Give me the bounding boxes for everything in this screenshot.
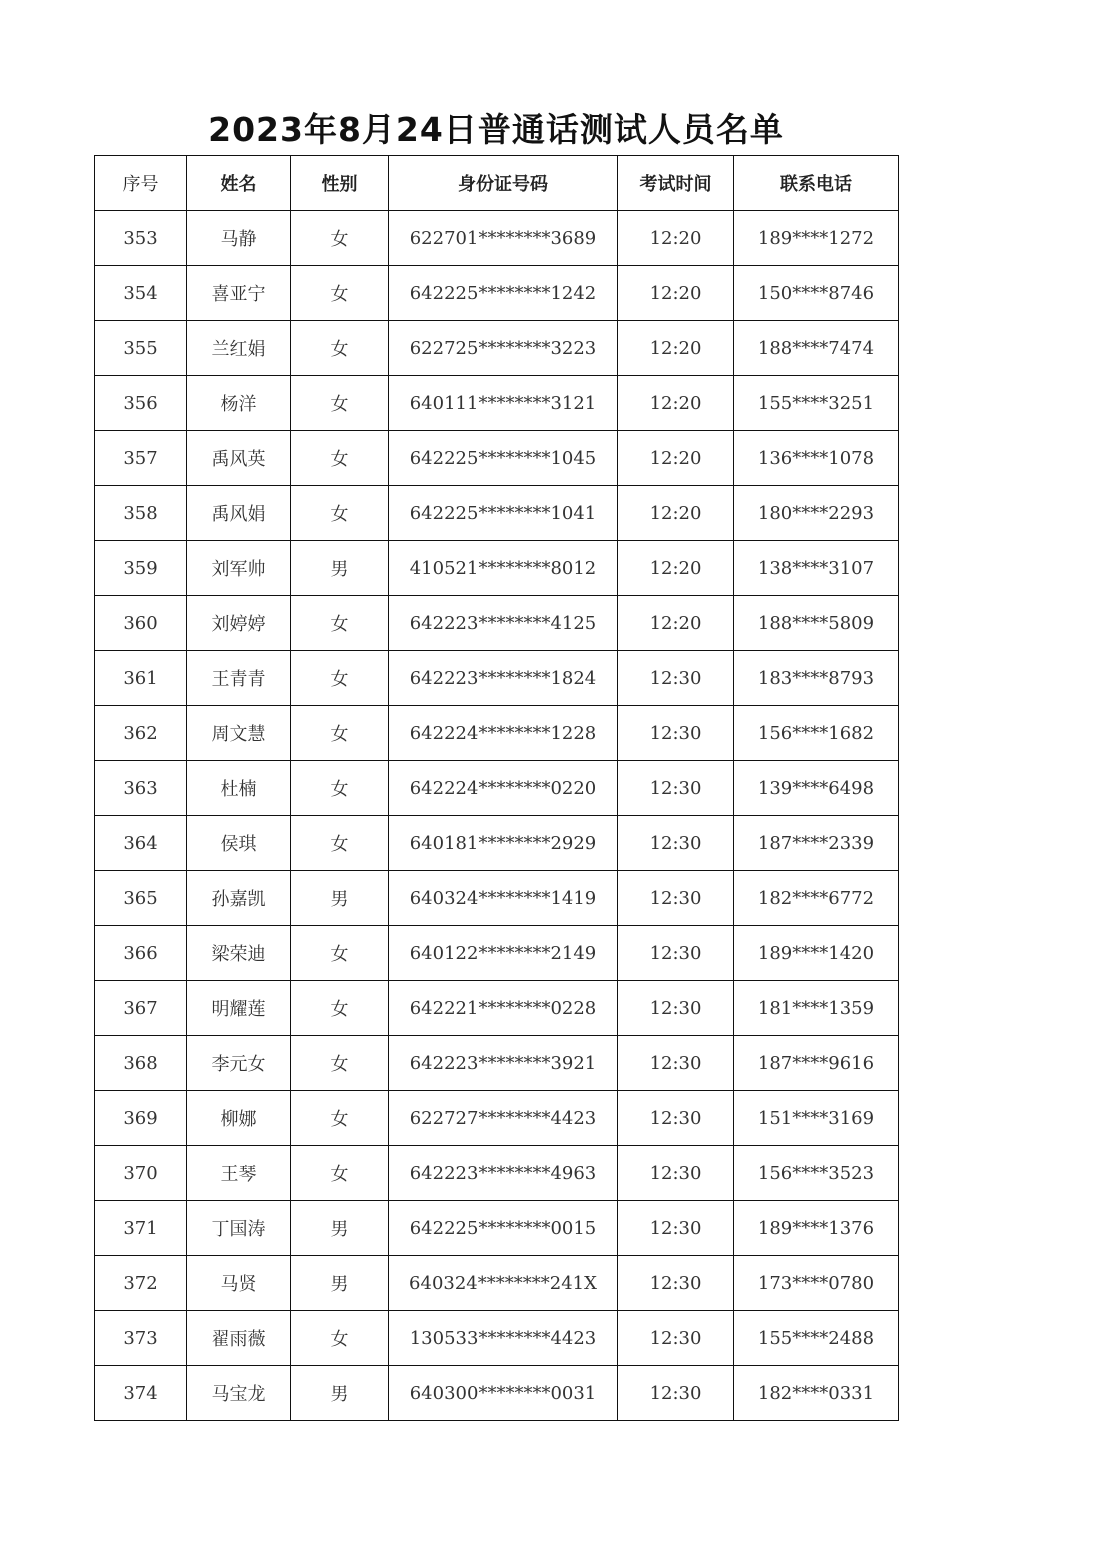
id-number-cell: 642223********3921 — [389, 1036, 618, 1091]
name-cell: 侯琪 — [187, 816, 291, 871]
name-cell: 王琴 — [187, 1146, 291, 1201]
gender-cell: 女 — [291, 596, 389, 651]
gender-cell: 女 — [291, 1036, 389, 1091]
exam-time-cell: 12:20 — [618, 541, 734, 596]
id-number-cell: 642225********1041 — [389, 486, 618, 541]
exam-time-cell: 12:30 — [618, 706, 734, 761]
seq-cell: 354 — [95, 266, 187, 321]
phone-cell: 188****5809 — [734, 596, 899, 651]
id-number-cell: 640300********0031 — [389, 1366, 618, 1421]
id-number-cell: 410521********8012 — [389, 541, 618, 596]
phone-cell: 136****1078 — [734, 431, 899, 486]
header-seq: 序号 — [95, 156, 187, 211]
table-row — [95, 431, 899, 486]
table-row — [95, 981, 899, 1036]
name-cell: 孙嘉凯 — [187, 871, 291, 926]
phone-cell: 181****1359 — [734, 981, 899, 1036]
name-cell: 李元女 — [187, 1036, 291, 1091]
gender-cell: 男 — [291, 1366, 389, 1421]
phone-cell: 139****6498 — [734, 761, 899, 816]
name-cell: 刘婷婷 — [187, 596, 291, 651]
phone-cell: 189****1376 — [734, 1201, 899, 1256]
id-number-cell: 622727********4423 — [389, 1091, 618, 1146]
phone-cell: 183****8793 — [734, 651, 899, 706]
table-row — [95, 1146, 899, 1201]
gender-cell: 女 — [291, 1311, 389, 1366]
exam-time-cell: 12:20 — [618, 431, 734, 486]
name-cell: 周文慧 — [187, 706, 291, 761]
table-row — [95, 1091, 899, 1146]
seq-cell: 372 — [95, 1256, 187, 1311]
table-row — [95, 1256, 899, 1311]
table-row — [95, 816, 899, 871]
exam-time-cell: 12:30 — [618, 1256, 734, 1311]
seq-cell: 367 — [95, 981, 187, 1036]
table-row — [95, 1311, 899, 1366]
phone-cell: 188****7474 — [734, 321, 899, 376]
seq-cell: 356 — [95, 376, 187, 431]
phone-cell: 156****3523 — [734, 1146, 899, 1201]
id-number-cell: 130533********4423 — [389, 1311, 618, 1366]
gender-cell: 女 — [291, 321, 389, 376]
seq-cell: 358 — [95, 486, 187, 541]
id-number-cell: 642223********4125 — [389, 596, 618, 651]
gender-cell: 女 — [291, 706, 389, 761]
gender-cell: 女 — [291, 211, 389, 266]
table-row — [95, 761, 899, 816]
table-row — [95, 486, 899, 541]
exam-time-cell: 12:30 — [618, 761, 734, 816]
table-row — [95, 1366, 899, 1421]
phone-cell: 189****1272 — [734, 211, 899, 266]
table-row — [95, 321, 899, 376]
gender-cell: 女 — [291, 376, 389, 431]
gender-cell: 男 — [291, 541, 389, 596]
exam-time-cell: 12:30 — [618, 1311, 734, 1366]
name-cell: 王青青 — [187, 651, 291, 706]
table-row — [95, 706, 899, 761]
exam-time-cell: 12:30 — [618, 871, 734, 926]
seq-cell: 368 — [95, 1036, 187, 1091]
exam-time-cell: 12:20 — [618, 321, 734, 376]
gender-cell: 女 — [291, 431, 389, 486]
name-cell: 梁荣迪 — [187, 926, 291, 981]
table-header — [95, 156, 899, 211]
seq-cell: 362 — [95, 706, 187, 761]
exam-time-cell: 12:30 — [618, 926, 734, 981]
name-cell: 翟雨薇 — [187, 1311, 291, 1366]
seq-cell: 371 — [95, 1201, 187, 1256]
header-phone: 联系电话 — [734, 156, 899, 211]
header-name: 姓名 — [187, 156, 291, 211]
exam-time-cell: 12:30 — [618, 1091, 734, 1146]
gender-cell: 女 — [291, 761, 389, 816]
gender-cell: 男 — [291, 1256, 389, 1311]
gender-cell: 男 — [291, 1201, 389, 1256]
id-number-cell: 640181********2929 — [389, 816, 618, 871]
seq-cell: 361 — [95, 651, 187, 706]
table-row — [95, 266, 899, 321]
id-number-cell: 642221********0228 — [389, 981, 618, 1036]
name-cell: 刘军帅 — [187, 541, 291, 596]
exam-time-cell: 12:20 — [618, 486, 734, 541]
id-number-cell: 642223********1824 — [389, 651, 618, 706]
table-body — [95, 211, 899, 1421]
id-number-cell: 642225********1242 — [389, 266, 618, 321]
name-cell: 马静 — [187, 211, 291, 266]
name-cell: 杜楠 — [187, 761, 291, 816]
phone-cell: 187****9616 — [734, 1036, 899, 1091]
seq-cell: 355 — [95, 321, 187, 376]
table-row — [95, 211, 899, 266]
phone-cell: 150****8746 — [734, 266, 899, 321]
gender-cell: 女 — [291, 266, 389, 321]
id-number-cell: 640111********3121 — [389, 376, 618, 431]
phone-cell: 182****6772 — [734, 871, 899, 926]
exam-time-cell: 12:30 — [618, 816, 734, 871]
id-number-cell: 642224********0220 — [389, 761, 618, 816]
seq-cell: 366 — [95, 926, 187, 981]
table-row — [95, 376, 899, 431]
seq-cell: 364 — [95, 816, 187, 871]
id-number-cell: 622725********3223 — [389, 321, 618, 376]
name-cell: 马贤 — [187, 1256, 291, 1311]
exam-time-cell: 12:30 — [618, 1366, 734, 1421]
name-cell: 杨洋 — [187, 376, 291, 431]
exam-time-cell: 12:20 — [618, 596, 734, 651]
table-row — [95, 1201, 899, 1256]
seq-cell: 357 — [95, 431, 187, 486]
phone-cell: 151****3169 — [734, 1091, 899, 1146]
seq-cell: 363 — [95, 761, 187, 816]
name-cell: 柳娜 — [187, 1091, 291, 1146]
exam-time-cell: 12:30 — [618, 1036, 734, 1091]
seq-cell: 365 — [95, 871, 187, 926]
gender-cell: 女 — [291, 926, 389, 981]
gender-cell: 男 — [291, 871, 389, 926]
seq-cell: 374 — [95, 1366, 187, 1421]
header-row — [95, 156, 899, 211]
phone-cell: 180****2293 — [734, 486, 899, 541]
header-id-number: 身份证号码 — [389, 156, 618, 211]
name-cell: 禹风娟 — [187, 486, 291, 541]
exam-time-cell: 12:30 — [618, 1201, 734, 1256]
id-number-cell: 640324********241X — [389, 1256, 618, 1311]
gender-cell: 女 — [291, 651, 389, 706]
id-number-cell: 642224********1228 — [389, 706, 618, 761]
id-number-cell: 642225********0015 — [389, 1201, 618, 1256]
name-cell: 明耀莲 — [187, 981, 291, 1036]
table-row — [95, 1036, 899, 1091]
page-title: 2023年8月24日普通话测试人员名单 — [208, 110, 784, 149]
name-cell: 丁国涛 — [187, 1201, 291, 1256]
roster-table — [94, 155, 899, 1421]
name-cell: 喜亚宁 — [187, 266, 291, 321]
phone-cell: 182****0331 — [734, 1366, 899, 1421]
exam-time-cell: 12:30 — [618, 1146, 734, 1201]
phone-cell: 187****2339 — [734, 816, 899, 871]
seq-cell: 359 — [95, 541, 187, 596]
name-cell: 马宝龙 — [187, 1366, 291, 1421]
phone-cell: 155****3251 — [734, 376, 899, 431]
id-number-cell: 640324********1419 — [389, 871, 618, 926]
seq-cell: 353 — [95, 211, 187, 266]
table-row — [95, 596, 899, 651]
header-gender: 性别 — [291, 156, 389, 211]
table-row — [95, 926, 899, 981]
phone-cell: 173****0780 — [734, 1256, 899, 1311]
phone-cell: 155****2488 — [734, 1311, 899, 1366]
gender-cell: 女 — [291, 981, 389, 1036]
seq-cell: 370 — [95, 1146, 187, 1201]
id-number-cell: 642225********1045 — [389, 431, 618, 486]
table-row — [95, 651, 899, 706]
id-number-cell: 642223********4963 — [389, 1146, 618, 1201]
name-cell: 禹风英 — [187, 431, 291, 486]
exam-time-cell: 12:20 — [618, 266, 734, 321]
table-row — [95, 871, 899, 926]
gender-cell: 女 — [291, 1146, 389, 1201]
exam-time-cell: 12:30 — [618, 651, 734, 706]
exam-time-cell: 12:30 — [618, 981, 734, 1036]
gender-cell: 女 — [291, 816, 389, 871]
gender-cell: 女 — [291, 1091, 389, 1146]
name-cell: 兰红娟 — [187, 321, 291, 376]
exam-time-cell: 12:20 — [618, 211, 734, 266]
phone-cell: 156****1682 — [734, 706, 899, 761]
seq-cell: 360 — [95, 596, 187, 651]
table-row — [95, 541, 899, 596]
seq-cell: 369 — [95, 1091, 187, 1146]
phone-cell: 189****1420 — [734, 926, 899, 981]
id-number-cell: 622701********3689 — [389, 211, 618, 266]
id-number-cell: 640122********2149 — [389, 926, 618, 981]
seq-cell: 373 — [95, 1311, 187, 1366]
exam-time-cell: 12:20 — [618, 376, 734, 431]
phone-cell: 138****3107 — [734, 541, 899, 596]
gender-cell: 女 — [291, 486, 389, 541]
header-exam-time: 考试时间 — [618, 156, 734, 211]
